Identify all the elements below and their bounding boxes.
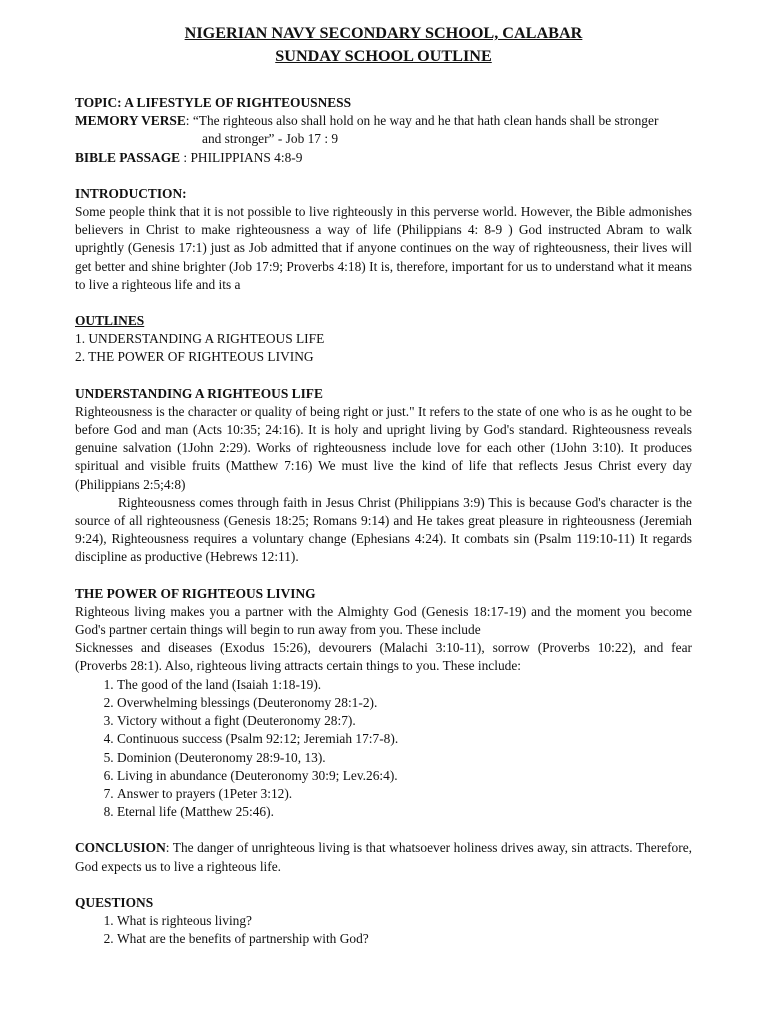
introduction-body: Some people think that it is not possible to live righteously in this perverse world. However, the Bible admonishes believers in Christ to make righteousness a way of life (Philippians 4: 8-9 ) God instructed Abram to walk uprightly (Genesis 17:1) just as Job admitted that if anyone continues on the way of righteousness, their lives will get better and shine brighter (Job 17:9; Proverbs 4:18) It is, therefore, important for us to understand what it means to live a righteous life and its a bbox=[75, 204, 692, 292]
list-item: 4. Continuous success (Psalm 92:12; Jeremiah 17:7-8). bbox=[117, 730, 692, 748]
list-item: 5. Dominion (Deuteronomy 28:9-10, 13). bbox=[117, 749, 692, 767]
memory-verse-text: : “The righteous also shall hold on he way and he that hath clean hands shall be stronger bbox=[185, 113, 659, 129]
section2-heading: THE POWER OF RIGHTEOUS LIVING bbox=[75, 585, 316, 601]
list-item: 6. Living in abundance (Deuteronomy 30:9; Lev.26:4). bbox=[117, 767, 692, 785]
bible-passage-text: : PHILIPPIANS 4:8-9 bbox=[180, 149, 303, 165]
school-title: NIGERIAN NAVY SECONDARY SCHOOL, CALABAR bbox=[184, 24, 583, 42]
section1-heading: UNDERSTANDING A RIGHTEOUS LIFE bbox=[75, 385, 323, 401]
conclusion-label: CONCLUSION bbox=[75, 840, 166, 856]
list-item: 8. Eternal life (Matthew 25:46). bbox=[117, 803, 692, 821]
outlines-heading: OUTLINES bbox=[75, 313, 145, 329]
list-item: 3. Victory without a fight (Deuteronomy 28:7). bbox=[117, 712, 692, 730]
list-item: 1. The good of the land (Isaiah 1:18-19). bbox=[117, 676, 692, 694]
list-item: 2. What are the benefits of partnership with God? bbox=[117, 930, 692, 948]
introduction-heading: INTRODUCTION: bbox=[75, 185, 187, 201]
benefits-list bbox=[75, 676, 692, 822]
conclusion-text: : The danger of unrighteous living is that whatsoever holiness drives away, sin attracts. Therefore, God expects us to live a righteous life. bbox=[75, 840, 692, 874]
section1-paragraph-1: Righteousness is the character or quality of being right or just." It refers to the state of one who is as he ought to be before God and man (Acts 10:35; 24:16). It is holy and upright living by God's standard. Righteousness reveals genuine salvation (1John 2:29). Works of righteousness include love for each other (1John 3:10). It produces spiritual and visible fruits (Matthew 7:16) We must live the kind of life that reflects Jesus Christ every day (Philippians 2:5;4:8) bbox=[75, 403, 692, 492]
bible-passage bbox=[75, 149, 692, 167]
conclusion bbox=[75, 839, 692, 875]
section2-paragraph-1: Righteous living makes you a partner with the Almighty God (Genesis 18:17-19) and the moment you become God's partner certain things will begin to run away from you. These include bbox=[75, 603, 692, 638]
list-item: 1. What is righteous living? bbox=[117, 912, 692, 930]
bible-passage-label: BIBLE PASSAGE bbox=[75, 149, 181, 165]
questions-list bbox=[75, 912, 692, 948]
topic: TOPIC: A LIFESTYLE OF RIGHTEOUSNESS bbox=[75, 95, 352, 110]
list-item: 2. Overwhelming blessings (Deuteronomy 28:1-2). bbox=[117, 694, 692, 712]
outline-item-1: 1. UNDERSTANDING A RIGHTEOUS LIFE bbox=[75, 331, 325, 347]
section2-paragraph-2: Sicknesses and diseases (Exodus 15:26), devourers (Malachi 3:10-11), sorrow (Proverbs 10:22), and fear (Proverbs 28:1). Also, righteous living attracts certain things to you. These include: bbox=[75, 640, 692, 674]
questions-heading: QUESTIONS bbox=[75, 894, 154, 910]
outline-item-2: 2. THE POWER OF RIGHTEOUS LIVING bbox=[75, 349, 314, 365]
section1-paragraph-2: Righteousness comes through faith in Jesus Christ (Philippians 3:9) This is because God's character is the source of all righteousness (Genesis 18:25; Romans 9:14) and He takes great pleasure in righteousness (Jeremiah 9:24), Righteousness requires a voluntary change (Ephesians 4:24). It combats sin (Psalm 119:10-11) It regards discipline as productive (Hebrews 12:11). bbox=[75, 494, 692, 565]
list-item: 7. Answer to prayers (1Peter 3:12). bbox=[117, 785, 692, 803]
memory-verse-label: MEMORY VERSE bbox=[75, 113, 186, 129]
outline-title: SUNDAY SCHOOL OUTLINE bbox=[275, 47, 492, 65]
memory-verse bbox=[75, 112, 692, 130]
memory-verse-continued: and stronger” - Job 17 : 9 bbox=[202, 131, 339, 147]
